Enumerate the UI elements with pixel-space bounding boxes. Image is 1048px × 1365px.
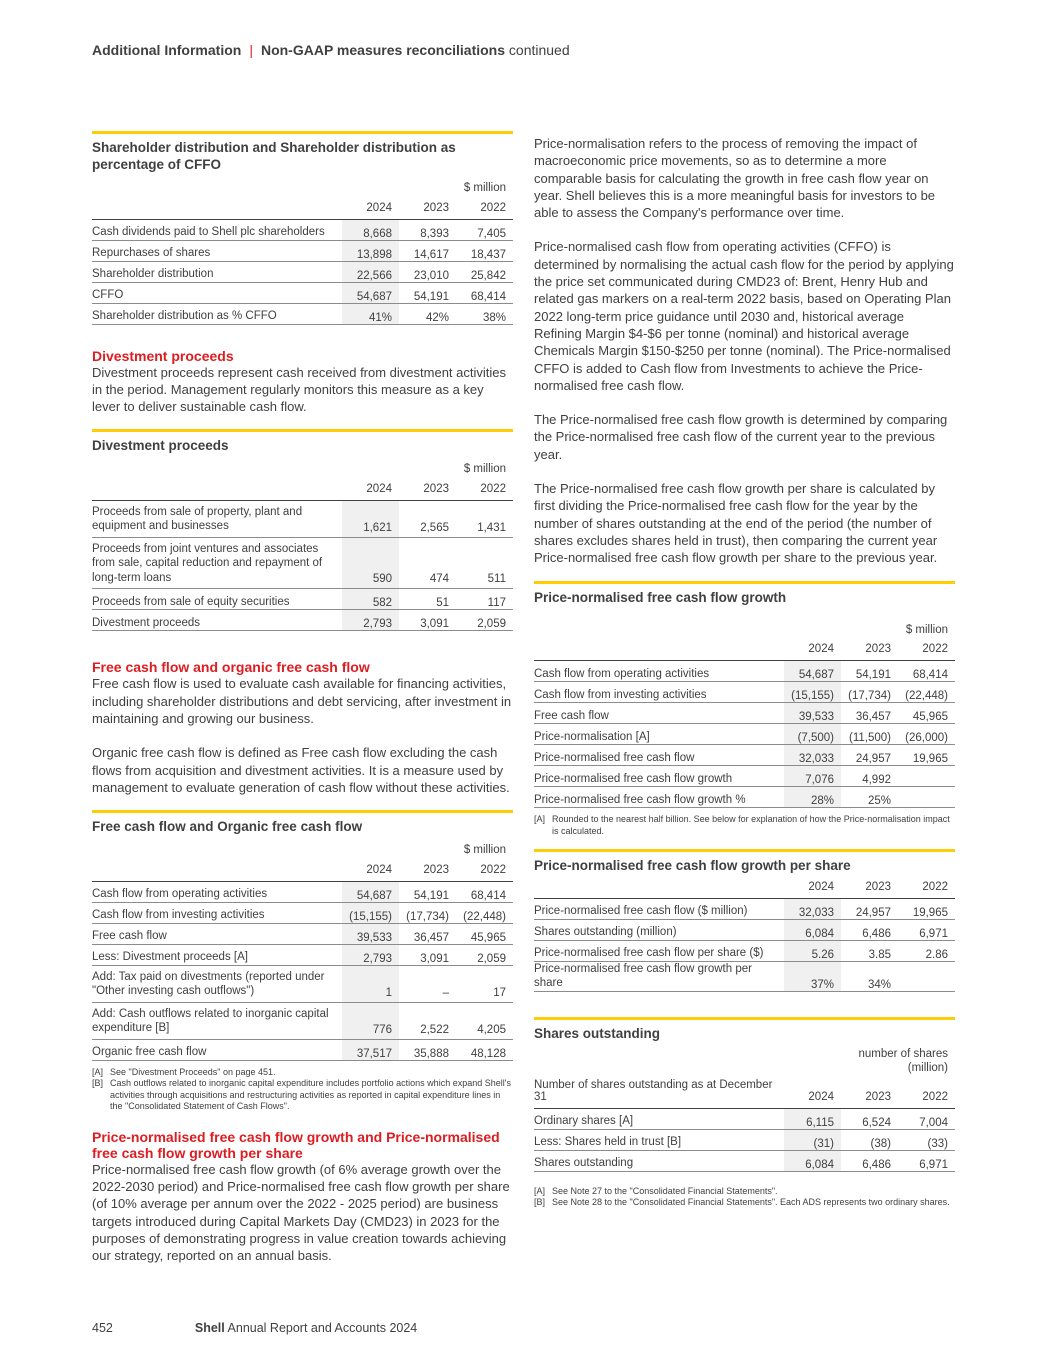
cell-2022: 68,414 [898, 661, 955, 682]
table-title: Price-normalised free cash flow growth per share [534, 858, 851, 874]
row-label: Less: Divestment proceeds [A] [92, 944, 342, 965]
header-section: Additional Information [92, 42, 242, 58]
cell-2023: 3.85 [841, 940, 898, 961]
cell-2024: 6,084 [784, 919, 841, 940]
table-title: Divestment proceeds [92, 438, 229, 454]
table-title: Free cash flow and Organic free cash flow [92, 819, 363, 835]
cell-2022 [898, 961, 955, 991]
cell-2023: (11,500) [841, 724, 898, 745]
unit-row [92, 463, 513, 478]
unit-label: $ million [905, 623, 948, 636]
footer-brand: Shell [194, 1321, 225, 1335]
paragraph: The Price-normalised free cash flow growth per share is calculated by first dividing the Price-normalised free cash flow for the year by the number of shares outstanding at the end of the period (the number of shares excludes shares held in trust), then comparing the current year Price-normalised free cash flow growth per share to the previous year. [534, 481, 938, 566]
year-header: 2024 [784, 639, 841, 661]
cell-2023: 34% [841, 961, 898, 991]
unit-label [534, 1047, 955, 1079]
cell-2024: 1 [342, 965, 399, 1002]
year-header: 2024 [784, 876, 841, 898]
cell-2023: 6,524 [841, 1108, 898, 1129]
cell-2023: 54,191 [399, 881, 456, 902]
unit-label: $ million [463, 182, 506, 194]
year-header: 2024 [342, 197, 399, 219]
cell-2024: 32,033 [784, 898, 841, 919]
cell-2024: 1,621 [342, 500, 399, 537]
cell-2024: 22,566 [342, 261, 399, 282]
shareholder-distribution-table [92, 182, 513, 325]
year-header: 2022 [456, 478, 513, 500]
row-label: Cash flow from operating activities [534, 661, 784, 682]
cell-2023: 51 [399, 589, 456, 610]
divestment-table [92, 463, 513, 631]
header-spacer [534, 876, 784, 898]
unit-label: $ million [463, 844, 506, 857]
row-label: Price-normalised free cash flow growth per share [534, 961, 784, 991]
table-row [534, 766, 955, 787]
row-label: Less: Shares held in trust [B] [534, 1129, 784, 1150]
paragraph: Price-normalisation refers to the process of removing the impact of macroeconomic price movements, so as to determine a more comparable basis for calculating the growth in free cash flow year on year. Shell believes this is a more meaningful basis for investors to be able to assess the Company's performance over time. [534, 136, 936, 221]
header-spacer [534, 639, 784, 661]
cell-2022: 2,059 [456, 610, 513, 631]
cell-2022: 68,414 [456, 881, 513, 902]
row-label: Shareholder distribution as % CFFO [92, 303, 342, 324]
table-row [534, 787, 955, 808]
page-number: 452 [92, 1321, 113, 1335]
row-label: Add: Tax paid on divestments (reported under "Other investing cash outflows") [92, 965, 342, 1002]
row-label: Ordinary shares [A] [534, 1108, 784, 1129]
left-column [92, 131, 513, 1264]
unit-row [92, 844, 513, 859]
row-label: Proceeds from sale of equity securities [92, 589, 342, 610]
footnote-text: See Note 28 to the "Consolidated Financial Statements". Each ADS represents two ordinary shares. [552, 1197, 950, 1208]
cell-2023: 474 [399, 537, 456, 589]
cell-2024: 590 [342, 537, 399, 589]
fcf-table-block [92, 810, 513, 1113]
row-label: Cash flow from operating activities [92, 881, 342, 902]
cell-2023: (38) [841, 1129, 898, 1150]
cell-2023: 6,486 [841, 1150, 898, 1171]
table-row [92, 589, 513, 610]
unit-line-2: (million) [907, 1062, 948, 1075]
footnote-text: Rounded to the nearest half billion. See below for explanation of how the Price-normalisation impact is calculated. [552, 814, 950, 836]
table-row [92, 965, 513, 1002]
table-header-row [92, 859, 513, 881]
row-label: Cash flow from investing activities [92, 902, 342, 923]
year-header: 2022 [898, 876, 955, 898]
section-heading: Free cash flow and organic free cash flow [92, 659, 370, 676]
page-header [92, 42, 570, 58]
footer-publication: Annual Report and Accounts 2024 [227, 1321, 418, 1335]
cell-2022: 19,965 [898, 898, 955, 919]
cell-2024: 8,668 [342, 219, 399, 240]
cell-2024: 37,517 [342, 1039, 399, 1060]
row-label: Price-normalised free cash flow [534, 745, 784, 766]
cell-2024: (31) [784, 1129, 841, 1150]
pnfcf-share-table-block [534, 849, 955, 992]
section-text: Price-normalised free cash flow growth (of 6% average growth over the 2022-2030 period) and Price-normalised free cash flow growth per share (of 10% average per annum over the 2022 - 2025 period) are business targets introduced during Capital Markets Day (CMD23) in 2023 for the purposes of demonstrating progress in value creation towards achieving our strategy, reported on an annual basis. [92, 1161, 510, 1264]
footnote-key: [A] [534, 814, 546, 825]
footnote [534, 1197, 955, 1209]
table-row [534, 724, 955, 745]
cell-2023: 54,191 [399, 282, 456, 303]
table-row [92, 881, 513, 902]
cell-2023: 42% [399, 303, 456, 324]
cell-2023: 2,522 [399, 1002, 456, 1039]
table-row [92, 537, 513, 589]
row-label: Shares outstanding (million) [534, 919, 784, 940]
cell-2022: 45,965 [898, 703, 955, 724]
cell-2023: 24,957 [841, 898, 898, 919]
row-label: Free cash flow [534, 703, 784, 724]
cell-2022: 1,431 [456, 500, 513, 537]
cell-2024: 28% [784, 787, 841, 808]
table-row [92, 923, 513, 944]
cell-2022: 117 [456, 589, 513, 610]
row-label: Cash flow from investing activities [534, 682, 784, 703]
paragraph: Price-normalised cash flow from operating activities (CFFO) is determined by normalising the actual cash flow for the period by applying the price set communicated during CMD23 of: Brent, Henry Hub and related gas markers on a real-term 2022 basis, based on Operating Plan 2022 long-term price guidance until 2030 and, historical average Refining Margin $4-$6 per tonne (nominal) and historical average Chemicals Margin $150-$250 per tonne (nominal). The Price-normalised CFFO is added to Cash flow from Investments to achieve the Price-normalised free cash flow. [534, 239, 954, 393]
cell-2023: 24,957 [841, 745, 898, 766]
row-label: Free cash flow [92, 923, 342, 944]
cell-2024: 5.26 [784, 940, 841, 961]
section-text: Organic free cash flow is defined as Free cash flow excluding the cash flows from acquisition and divestment activities. It is a measure used by management to evaluate generation of cash flow without these activities. [92, 745, 510, 795]
header-separator: | [249, 42, 253, 58]
table-row [92, 261, 513, 282]
table-header-row [92, 197, 513, 219]
table-row [534, 703, 955, 724]
row-label: Price-normalisation [A] [534, 724, 784, 745]
table-row [92, 282, 513, 303]
table-title: Shareholder distribution and Shareholder distribution as percentage of CFFO [92, 140, 456, 172]
row-label: Cash dividends paid to Shell plc shareholders [92, 219, 342, 240]
section-heading: Price-normalised free cash flow growth and Price-normalised free cash flow growth per share [92, 1128, 500, 1161]
cell-2024: 32,033 [784, 745, 841, 766]
cell-2024: 6,084 [784, 1150, 841, 1171]
shares-outstanding-table [534, 1047, 955, 1172]
table-row [534, 940, 955, 961]
cell-2023: 3,091 [399, 944, 456, 965]
pnfcf-table [534, 624, 955, 809]
cell-2024: 7,076 [784, 766, 841, 787]
cell-2024: 54,687 [342, 282, 399, 303]
footnote-text: Cash outflows related to inorganic capital expenditure includes portfolio actions which expand Shell's activities through acquisitions and restructuring activities as reported in capital expenditure lines in the "Consolidated Statement of Cash Flows". [110, 1078, 511, 1112]
cell-2022: 2.86 [898, 940, 955, 961]
year-header: 2024 [342, 859, 399, 881]
cell-2023: 36,457 [841, 703, 898, 724]
unit-row [92, 182, 513, 197]
header-spacer [92, 197, 342, 219]
page-footer [92, 1321, 417, 1335]
cell-2022: 48,128 [456, 1039, 513, 1060]
table-row [534, 961, 955, 991]
table-row [534, 1129, 955, 1150]
footnote-key: [B] [534, 1197, 546, 1208]
year-header: 2022 [898, 1079, 955, 1109]
table-title: Price-normalised free cash flow growth [534, 589, 787, 605]
footnote [92, 1067, 513, 1079]
table-row [92, 240, 513, 261]
pnfcf-share-table [534, 876, 955, 992]
table-title: Shares outstanding [534, 1025, 661, 1041]
cell-2022: 2,059 [456, 944, 513, 965]
row-label: Shares outstanding [534, 1150, 784, 1171]
cell-2024: 54,687 [342, 881, 399, 902]
cell-2022: 38% [456, 303, 513, 324]
cell-2024: 37% [784, 961, 841, 991]
cell-2022: (26,000) [898, 724, 955, 745]
cell-2022: (33) [898, 1129, 955, 1150]
cell-2023: 8,393 [399, 219, 456, 240]
header-continued: continued [508, 42, 570, 58]
year-header: 2023 [841, 1079, 898, 1109]
row-label: Repurchases of shares [92, 240, 342, 261]
year-header: 2022 [456, 859, 513, 881]
row-label: Divestment proceeds [92, 610, 342, 631]
footnote [534, 1186, 955, 1198]
cell-2023: 36,457 [399, 923, 456, 944]
cell-2024: 2,793 [342, 610, 399, 631]
row-label: Add: Cash outflows related to inorganic capital expenditure [B] [92, 1002, 342, 1039]
unit-label: $ million [463, 463, 506, 476]
year-header: 2023 [399, 859, 456, 881]
row-label: Price-normalised free cash flow per share ($) [534, 940, 784, 961]
cell-2022: (22,448) [456, 902, 513, 923]
table-footnotes [534, 1186, 955, 1209]
table-footnotes [92, 1067, 513, 1113]
table-row [92, 303, 513, 324]
cell-2022: 4,205 [456, 1002, 513, 1039]
cell-2023: 4,992 [841, 766, 898, 787]
row-label: Shareholder distribution [92, 261, 342, 282]
cell-2024: 54,687 [784, 661, 841, 682]
cell-2024: 582 [342, 589, 399, 610]
footnote [534, 814, 955, 837]
year-header: 2023 [399, 478, 456, 500]
cell-2024: 13,898 [342, 240, 399, 261]
cell-2022: 511 [456, 537, 513, 589]
unit-line-1: number of shares [858, 1047, 948, 1060]
cell-2023: 6,486 [841, 919, 898, 940]
table-row [534, 1150, 955, 1171]
table-row [92, 219, 513, 240]
cell-2023: (17,734) [399, 902, 456, 923]
header-spacer [92, 859, 342, 881]
cell-2023: 35,888 [399, 1039, 456, 1060]
table-row [92, 902, 513, 923]
cell-2022: 45,965 [456, 923, 513, 944]
section-text: Divestment proceeds represent cash received from divestment activities in the period. Management regularly monitors this measure as a key lever to deliver sustainable cash flow. [92, 364, 507, 415]
cell-2022: 68,414 [456, 282, 513, 303]
row-label: Proceeds from sale of property, plant and equipment and businesses [92, 500, 342, 537]
unit-row [534, 624, 955, 639]
shareholder-distribution-table-block [92, 131, 513, 325]
cell-2022: 17 [456, 965, 513, 1002]
year-header: 2022 [898, 639, 955, 661]
cell-2023: 25% [841, 787, 898, 808]
fcf-table [92, 844, 513, 1061]
year-header: 2023 [399, 197, 456, 219]
cell-2022: 25,842 [456, 261, 513, 282]
cell-2024: (15,155) [784, 682, 841, 703]
cell-2024: 39,533 [342, 923, 399, 944]
footnote-text: See "Divestment Proceeds" on page 451. [110, 1066, 276, 1077]
shares-outstanding-table-block [534, 1017, 955, 1209]
cell-2022 [898, 787, 955, 808]
row-label: Price-normalised free cash flow ($ million) [534, 898, 784, 919]
table-row [534, 745, 955, 766]
cell-2022: 7,004 [898, 1108, 955, 1129]
table-header-row [534, 1079, 955, 1109]
cell-2023: 14,617 [399, 240, 456, 261]
cell-2022 [898, 766, 955, 787]
table-footnotes [534, 814, 955, 837]
cell-2022: 7,405 [456, 219, 513, 240]
cell-2022: 19,965 [898, 745, 955, 766]
paragraph: The Price-normalised free cash flow growth is determined by comparing the Price-normalised free cash flow of the current year to the previous year. [534, 412, 948, 462]
year-header: 2022 [456, 197, 513, 219]
cell-2023: – [399, 965, 456, 1002]
table-row [92, 1002, 513, 1039]
table-header-row [534, 876, 955, 898]
row-label: Price-normalised free cash flow growth % [534, 787, 784, 808]
cell-2022: 6,971 [898, 1150, 955, 1171]
year-header: 2023 [841, 639, 898, 661]
table-header-row [534, 639, 955, 661]
pnfcf-table-block [534, 581, 955, 838]
section-heading: Divestment proceeds [92, 347, 234, 364]
unit-row [534, 1047, 955, 1079]
footnote-key: [A] [92, 1066, 104, 1077]
cell-2023: 54,191 [841, 661, 898, 682]
cell-2024: 39,533 [784, 703, 841, 724]
footnote [92, 1078, 513, 1113]
table-header-row [92, 478, 513, 500]
cell-2024: 41% [342, 303, 399, 324]
year-header: 2023 [841, 876, 898, 898]
row-label: Price-normalised free cash flow growth [534, 766, 784, 787]
cell-2022: 18,437 [456, 240, 513, 261]
section-text: Free cash flow is used to evaluate cash available for financing activities, including shareholder distributions and debt servicing, after investment in maintaining and growing our business. [92, 676, 512, 726]
table-row [534, 661, 955, 682]
year-header: 2024 [784, 1079, 841, 1109]
header-spacer [92, 478, 342, 500]
fcf-section [92, 659, 513, 796]
footnote-key: [A] [534, 1185, 546, 1196]
header-label: Number of shares outstanding as at December 31 [534, 1079, 784, 1109]
row-label: Organic free cash flow [92, 1039, 342, 1060]
cell-2023: 3,091 [399, 610, 456, 631]
cell-2024: (7,500) [784, 724, 841, 745]
cell-2022: 6,971 [898, 919, 955, 940]
row-label: CFFO [92, 282, 342, 303]
table-row [92, 610, 513, 631]
table-row [534, 1108, 955, 1129]
table-row [534, 682, 955, 703]
cell-2024: 2,793 [342, 944, 399, 965]
cell-2024: 776 [342, 1002, 399, 1039]
divestment-table-block [92, 429, 513, 631]
row-label: Proceeds from joint ventures and associates from sale, capital reduction and repayment of long-term loans [92, 537, 342, 589]
cell-2022: (22,448) [898, 682, 955, 703]
header-topic: Non-GAAP measures reconciliations [260, 42, 506, 58]
divestment-section [92, 348, 513, 416]
cell-2023: (17,734) [841, 682, 898, 703]
right-column [534, 135, 955, 1209]
table-row [92, 944, 513, 965]
cell-2023: 23,010 [399, 261, 456, 282]
footnote-key: [B] [92, 1078, 104, 1089]
cell-2023: 2,565 [399, 500, 456, 537]
table-row [92, 500, 513, 537]
cell-2024: 6,115 [784, 1108, 841, 1129]
cell-2024: (15,155) [342, 902, 399, 923]
pnfcf-section [92, 1129, 513, 1265]
footnote-text: See Note 27 to the "Consolidated Financial Statements". [552, 1185, 778, 1196]
table-row [534, 919, 955, 940]
year-header: 2024 [342, 478, 399, 500]
table-row [92, 1039, 513, 1060]
table-row [534, 898, 955, 919]
